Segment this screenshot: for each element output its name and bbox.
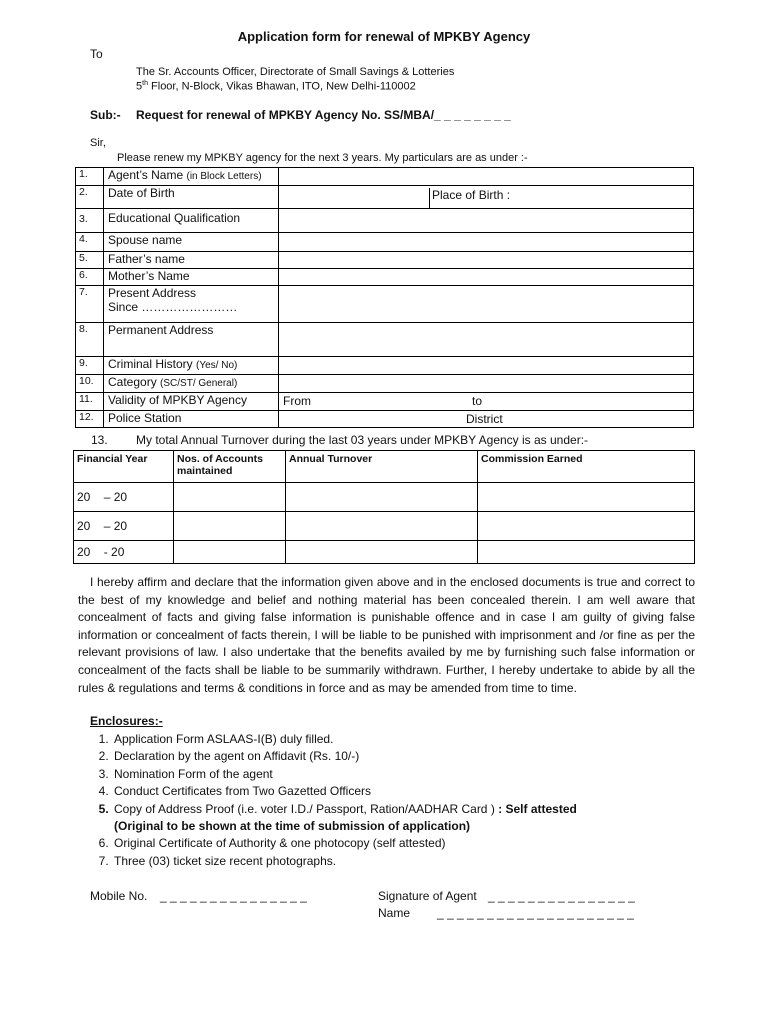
- table-row: [76, 269, 694, 286]
- turnover-table: [73, 450, 695, 564]
- field-label: Date of Birth: [104, 186, 279, 209]
- turnover-cell[interactable]: [286, 483, 478, 512]
- financial-year-cell[interactable]: 20 - 20: [74, 541, 174, 564]
- row-number: 7.: [76, 286, 104, 323]
- financial-year-cell[interactable]: 20 – 20: [74, 483, 174, 512]
- mobile-label: Mobile No.: [90, 889, 148, 903]
- table-row: [76, 186, 694, 209]
- to-label: to: [472, 394, 483, 408]
- table-row: [76, 286, 694, 323]
- list-item: 5. Copy of Address Proof (i.e. voter I.D./ Passport, Ration/AADHAR Card ) : Self attested (Original to be shown at the time of submission of application): [112, 801, 672, 836]
- row-number: 8.: [76, 323, 104, 357]
- enclosures-title: Enclosures:-: [90, 714, 163, 728]
- salutation: Sir,: [90, 137, 106, 149]
- present-address-field[interactable]: [279, 286, 694, 323]
- commission-cell[interactable]: [478, 483, 695, 512]
- field-label: Spouse name: [104, 233, 279, 252]
- table-row: [76, 393, 694, 411]
- field-label: Present Address Since ……………………: [104, 286, 279, 323]
- table-row: [76, 209, 694, 233]
- financial-year-cell[interactable]: 20 – 20: [74, 512, 174, 541]
- field-label: Criminal History (Yes/ No): [104, 357, 279, 375]
- list-item: 1. Application Form ASLAAS-I(B) duly filled.: [112, 731, 672, 748]
- field-label: Father’s name: [104, 252, 279, 269]
- intro-text: Please renew my MPKBY agency for the next 3 years. My particulars are as under :-: [117, 152, 528, 164]
- declaration-paragraph: I hereby affirm and declare that the information given above and in the enclosed documents is true and correct to the best of my knowledge and belief and nothing material has been concealed therein. I am well aware that concealment of facts and giving false information is punishable offence and in case I am guilty of giving false information or concealment of facts therein, I will be liable to be punished with imprisonment and /or fine as per the relevant provisions of law. I also undertake that the benefits availed by me by furnishing such false information or concealment of the facts shall be liable to be summarily withdrawn. Further, I hereby undertake to abide by all the rules & regulations and terms & conditions in force and as may be amended from time to time.: [78, 575, 695, 695]
- column-header: Nos. of Accounts maintained: [174, 451, 286, 483]
- name-label: Name: [378, 906, 411, 920]
- subject-text: Request for renewal of MPKBY Agency No. SS/MBA/_ _ _ _ _ _ _ _: [136, 108, 511, 122]
- name-field[interactable]: _ _ _ _ _ _ _ _ _ _ _ _ _ _ _ _ _ _ _ _: [437, 906, 634, 920]
- from-label: From: [283, 394, 311, 408]
- row-number: 2.: [76, 186, 104, 209]
- row-number: 4.: [76, 233, 104, 252]
- table-row: [76, 411, 694, 428]
- permanent-address-field[interactable]: [279, 323, 694, 357]
- turnover-heading: My total Annual Turnover during the last 03 years under MPKBY Agency is as under:-: [136, 433, 589, 447]
- list-item: 6. Original Certificate of Authority & one photocopy (self attested): [112, 835, 672, 852]
- father-name-field[interactable]: [279, 252, 694, 269]
- turnover-cell[interactable]: [286, 541, 478, 564]
- criminal-history-field[interactable]: [279, 357, 694, 375]
- address-line-2: 5th Floor, N-Block, Vikas Bhawan, ITO, New Delhi-110002: [136, 80, 416, 93]
- police-station-field[interactable]: [279, 411, 694, 428]
- validity-field[interactable]: [279, 393, 694, 411]
- table-row: [76, 375, 694, 393]
- row-number: 10.: [76, 375, 104, 393]
- to-label: To: [90, 47, 103, 61]
- list-item: 2. Declaration by the agent on Affidavit (Rs. 10/-): [112, 748, 672, 765]
- row-number: 6.: [76, 269, 104, 286]
- spouse-name-field[interactable]: [279, 233, 694, 252]
- accounts-cell[interactable]: [174, 483, 286, 512]
- accounts-cell[interactable]: [174, 512, 286, 541]
- table-row: [76, 168, 694, 186]
- row-number: 3.: [76, 209, 104, 233]
- accounts-cell[interactable]: [174, 541, 286, 564]
- table-row: [76, 323, 694, 357]
- category-field[interactable]: [279, 375, 694, 393]
- table-row: [74, 483, 695, 512]
- table-row: [74, 541, 695, 564]
- row-number: 9.: [76, 357, 104, 375]
- list-item: 3. Nomination Form of the agent: [112, 766, 672, 783]
- table-row: [76, 252, 694, 269]
- column-header: Annual Turnover: [286, 451, 478, 483]
- education-field[interactable]: [279, 209, 694, 233]
- field-label: Police Station: [104, 411, 279, 428]
- row-number: 11.: [76, 393, 104, 411]
- mobile-field[interactable]: _ _ _ _ _ _ _ _ _ _ _ _ _ _ _: [160, 889, 307, 903]
- field-label: Validity of MPKBY Agency: [104, 393, 279, 411]
- field-label: Category (SC/ST/ General): [104, 375, 279, 393]
- place-of-birth-label: Place of Birth :: [429, 188, 510, 208]
- column-header: Financial Year: [74, 451, 174, 483]
- table-row: [76, 233, 694, 252]
- field-label: Agent’s Name (in Block Letters): [104, 168, 279, 186]
- column-header: Commission Earned: [478, 451, 695, 483]
- commission-cell[interactable]: [478, 541, 695, 564]
- list-item: 4. Conduct Certificates from Two Gazetted Officers: [112, 783, 672, 800]
- table-row: [74, 512, 695, 541]
- turnover-heading-number: 13.: [91, 433, 108, 447]
- mother-name-field[interactable]: [279, 269, 694, 286]
- list-item: 7. Three (03) ticket size recent photographs.: [112, 853, 672, 870]
- table-row: [76, 357, 694, 375]
- district-label: District: [466, 412, 503, 426]
- table-header-row: [74, 451, 695, 483]
- signature-field[interactable]: _ _ _ _ _ _ _ _ _ _ _ _ _ _ _: [488, 889, 635, 903]
- agent-name-field[interactable]: [279, 168, 694, 186]
- signature-label: Signature of Agent: [378, 889, 477, 903]
- dob-field[interactable]: [279, 186, 694, 209]
- field-label: Mother’s Name: [104, 269, 279, 286]
- commission-cell[interactable]: [478, 512, 695, 541]
- field-label: Educational Qualification: [104, 209, 279, 233]
- address-line-1: The Sr. Accounts Officer, Directorate of Small Savings & Lotteries: [136, 66, 455, 78]
- row-number: 5.: [76, 252, 104, 269]
- subject-label: Sub:-: [90, 108, 121, 122]
- row-number: 12.: [76, 411, 104, 428]
- turnover-cell[interactable]: [286, 512, 478, 541]
- form-title: Application form for renewal of MPKBY Agency: [237, 29, 531, 44]
- row-number: 1.: [76, 168, 104, 186]
- field-label: Permanent Address: [104, 323, 279, 357]
- particulars-table: [75, 167, 694, 428]
- enclosures-list: [90, 731, 672, 870]
